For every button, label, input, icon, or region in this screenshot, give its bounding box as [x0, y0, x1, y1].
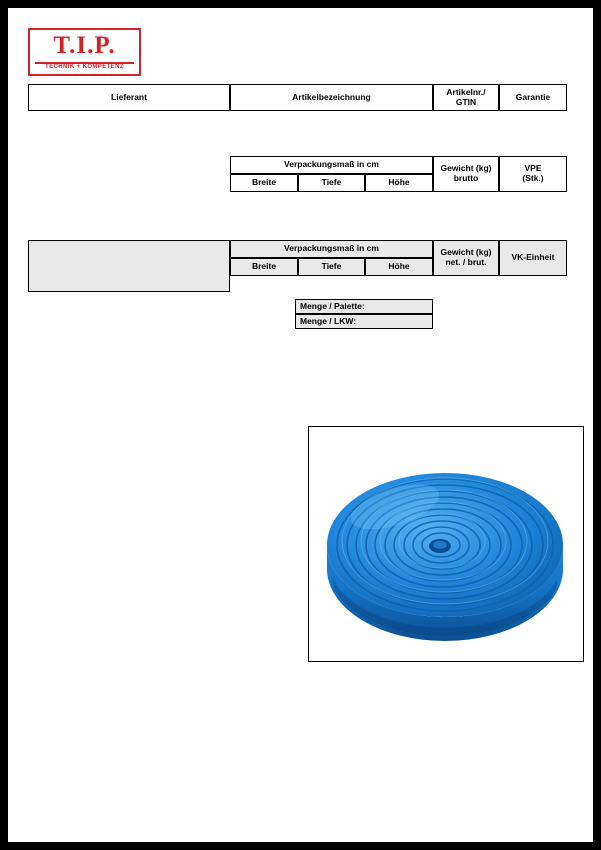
- company-logo: [28, 28, 141, 76]
- document-page: [8, 8, 593, 842]
- header-col-artikelbezeichnung: Artikelbezeichnung: [230, 84, 433, 111]
- logo-text: T.I.P.: [53, 32, 116, 59]
- packaging1-vpe-line1: VPE: [524, 163, 542, 174]
- header-col-artikelnummer-line2: GTIN: [455, 96, 477, 107]
- packaging1-vpe-line2: (Stk.): [522, 173, 544, 183]
- packaging2-col-gewicht: [433, 240, 499, 276]
- product-image: [308, 426, 584, 662]
- packaging2-col-breite: Breite: [230, 258, 298, 276]
- packaging1-col-vpe: [499, 156, 567, 192]
- packaging1-group-header: Verpackungsmaß in cm: [230, 156, 433, 174]
- packaging1-col-breite: Breite: [230, 174, 298, 192]
- packaging2-gewicht-line1: Gewicht (kg): [440, 247, 492, 258]
- packaging2-gewicht-line2: net. / brut.: [445, 257, 487, 267]
- packaging2-col-tiefe: Tiefe: [298, 258, 365, 276]
- hose-coil-illustration: [309, 427, 583, 661]
- header-col-garantie: Garantie: [499, 84, 567, 111]
- packaging1-col-tiefe: Tiefe: [298, 174, 365, 192]
- packaging2-description-cell: [28, 240, 230, 292]
- logo-tagline: TECHNIK + KOMPETENZ: [45, 64, 124, 70]
- header-col-lieferant: Lieferant: [28, 84, 230, 111]
- packaging1-gewicht-line1: Gewicht (kg): [440, 163, 492, 174]
- header-col-artikelnummer: [433, 84, 499, 111]
- header-col-artikelnummer-line1: Artikelnr./: [446, 86, 486, 97]
- packaging2-col-hoehe: Höhe: [365, 258, 433, 276]
- quantity-row-palette-label: Menge / Palette:: [295, 299, 433, 314]
- packaging1-col-gewicht: [433, 156, 499, 192]
- packaging2-group-header: Verpackungsmaß in cm: [230, 240, 433, 258]
- packaging1-col-hoehe: Höhe: [365, 174, 433, 192]
- quantity-row-lkw-label: Menge / LKW:: [295, 314, 433, 329]
- packaging2-col-vk-einheit: VK-Einheit: [499, 240, 567, 276]
- packaging1-gewicht-line2: brutto: [453, 173, 479, 183]
